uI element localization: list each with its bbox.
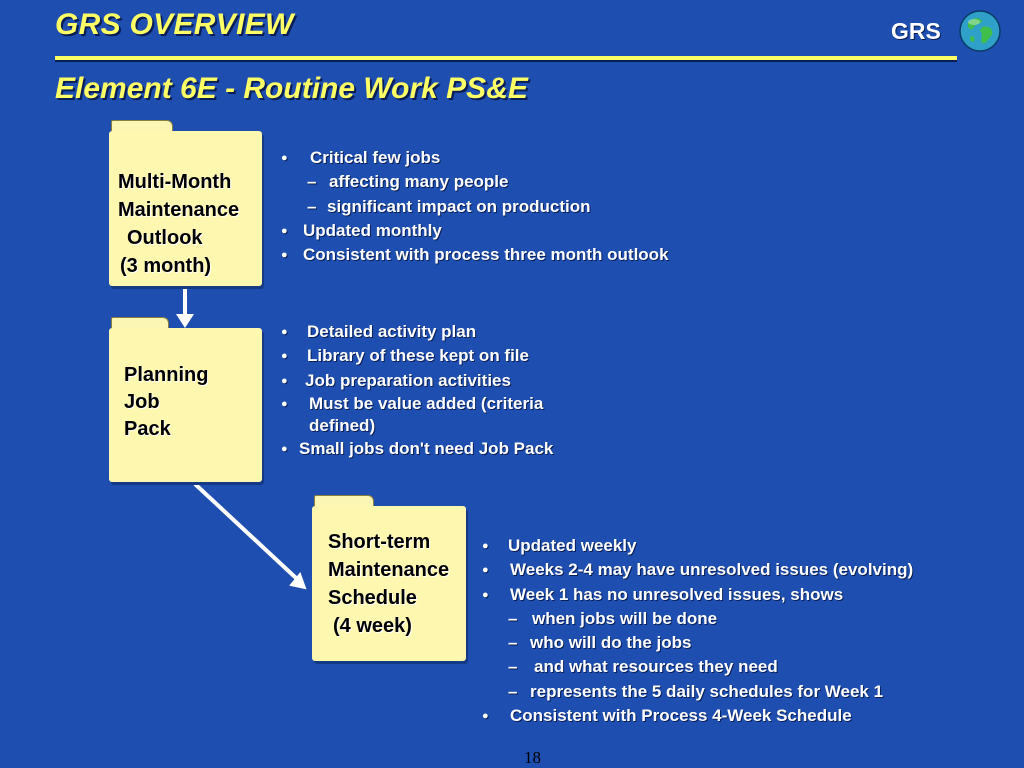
folder-label-line: Planning [124, 364, 209, 386]
folder-label-line: Short-term [328, 531, 431, 553]
bullet-item: ● Consistent with Process 4-Week Schedule [482, 704, 913, 728]
folder-label-line: Job [124, 391, 160, 413]
bullet-item: ● Job preparation activities [281, 369, 553, 393]
folder-label-line: (4 week) [333, 615, 412, 637]
sub-bullet-item: – who will do the jobs [482, 631, 913, 655]
folder-label-line: (3 month) [120, 255, 212, 277]
bullet-item: ● Updated weekly [482, 534, 913, 558]
folder-label-line: Pack [124, 418, 171, 440]
page-number: 18 [524, 748, 541, 767]
bullet-item-continuation: defined) [309, 415, 376, 435]
folder-label-line: Maintenance [328, 559, 450, 581]
logo-text: GRS [891, 18, 941, 44]
folder-label-line: Multi-Month [118, 171, 232, 193]
folder-schedule [312, 495, 466, 661]
sub-bullet-item: – affecting many people [281, 170, 669, 194]
arrow-planning-to-schedule [195, 484, 296, 578]
sub-bullet-item: – significant impact on production [281, 195, 669, 219]
bullet-item: ● Critical few jobs [281, 146, 669, 170]
sub-bullet-item: – and what resources they need [482, 655, 913, 679]
schedule-bullet-list [482, 534, 913, 728]
folder-label-line: Outlook [127, 227, 203, 249]
slide-title: GRS OVERVIEW [55, 8, 294, 41]
bullet-item: ● Detailed activity plan [281, 320, 553, 344]
folder-planning [109, 317, 262, 482]
planning-bullet-list [281, 320, 553, 461]
bullet-item: ● Week 1 has no unresolved issues, shows [482, 583, 913, 607]
folder-label-line: Maintenance [118, 199, 240, 221]
folder-outlook [109, 120, 262, 286]
bullet-item: ● Must be value added (criteria [281, 393, 553, 415]
bullet-item: ● Small jobs don't need Job Pack [281, 437, 553, 461]
bullet-item: ● Weeks 2-4 may have unresolved issues (evolving) [482, 558, 913, 582]
bullet-item: ● Updated monthly [281, 219, 669, 243]
folder-label-line: Schedule [328, 587, 417, 609]
bullet-item: ● Library of these kept on file [281, 344, 553, 368]
bullet-item: ● Consistent with process three month outlook [281, 243, 669, 267]
sub-bullet-item: – when jobs will be done [482, 607, 913, 631]
outlook-bullet-list [281, 146, 669, 267]
sub-bullet-item: – represents the 5 daily schedules for Week 1 [482, 680, 913, 704]
slide-subtitle: Element 6E - Routine Work PS&E [55, 72, 528, 105]
